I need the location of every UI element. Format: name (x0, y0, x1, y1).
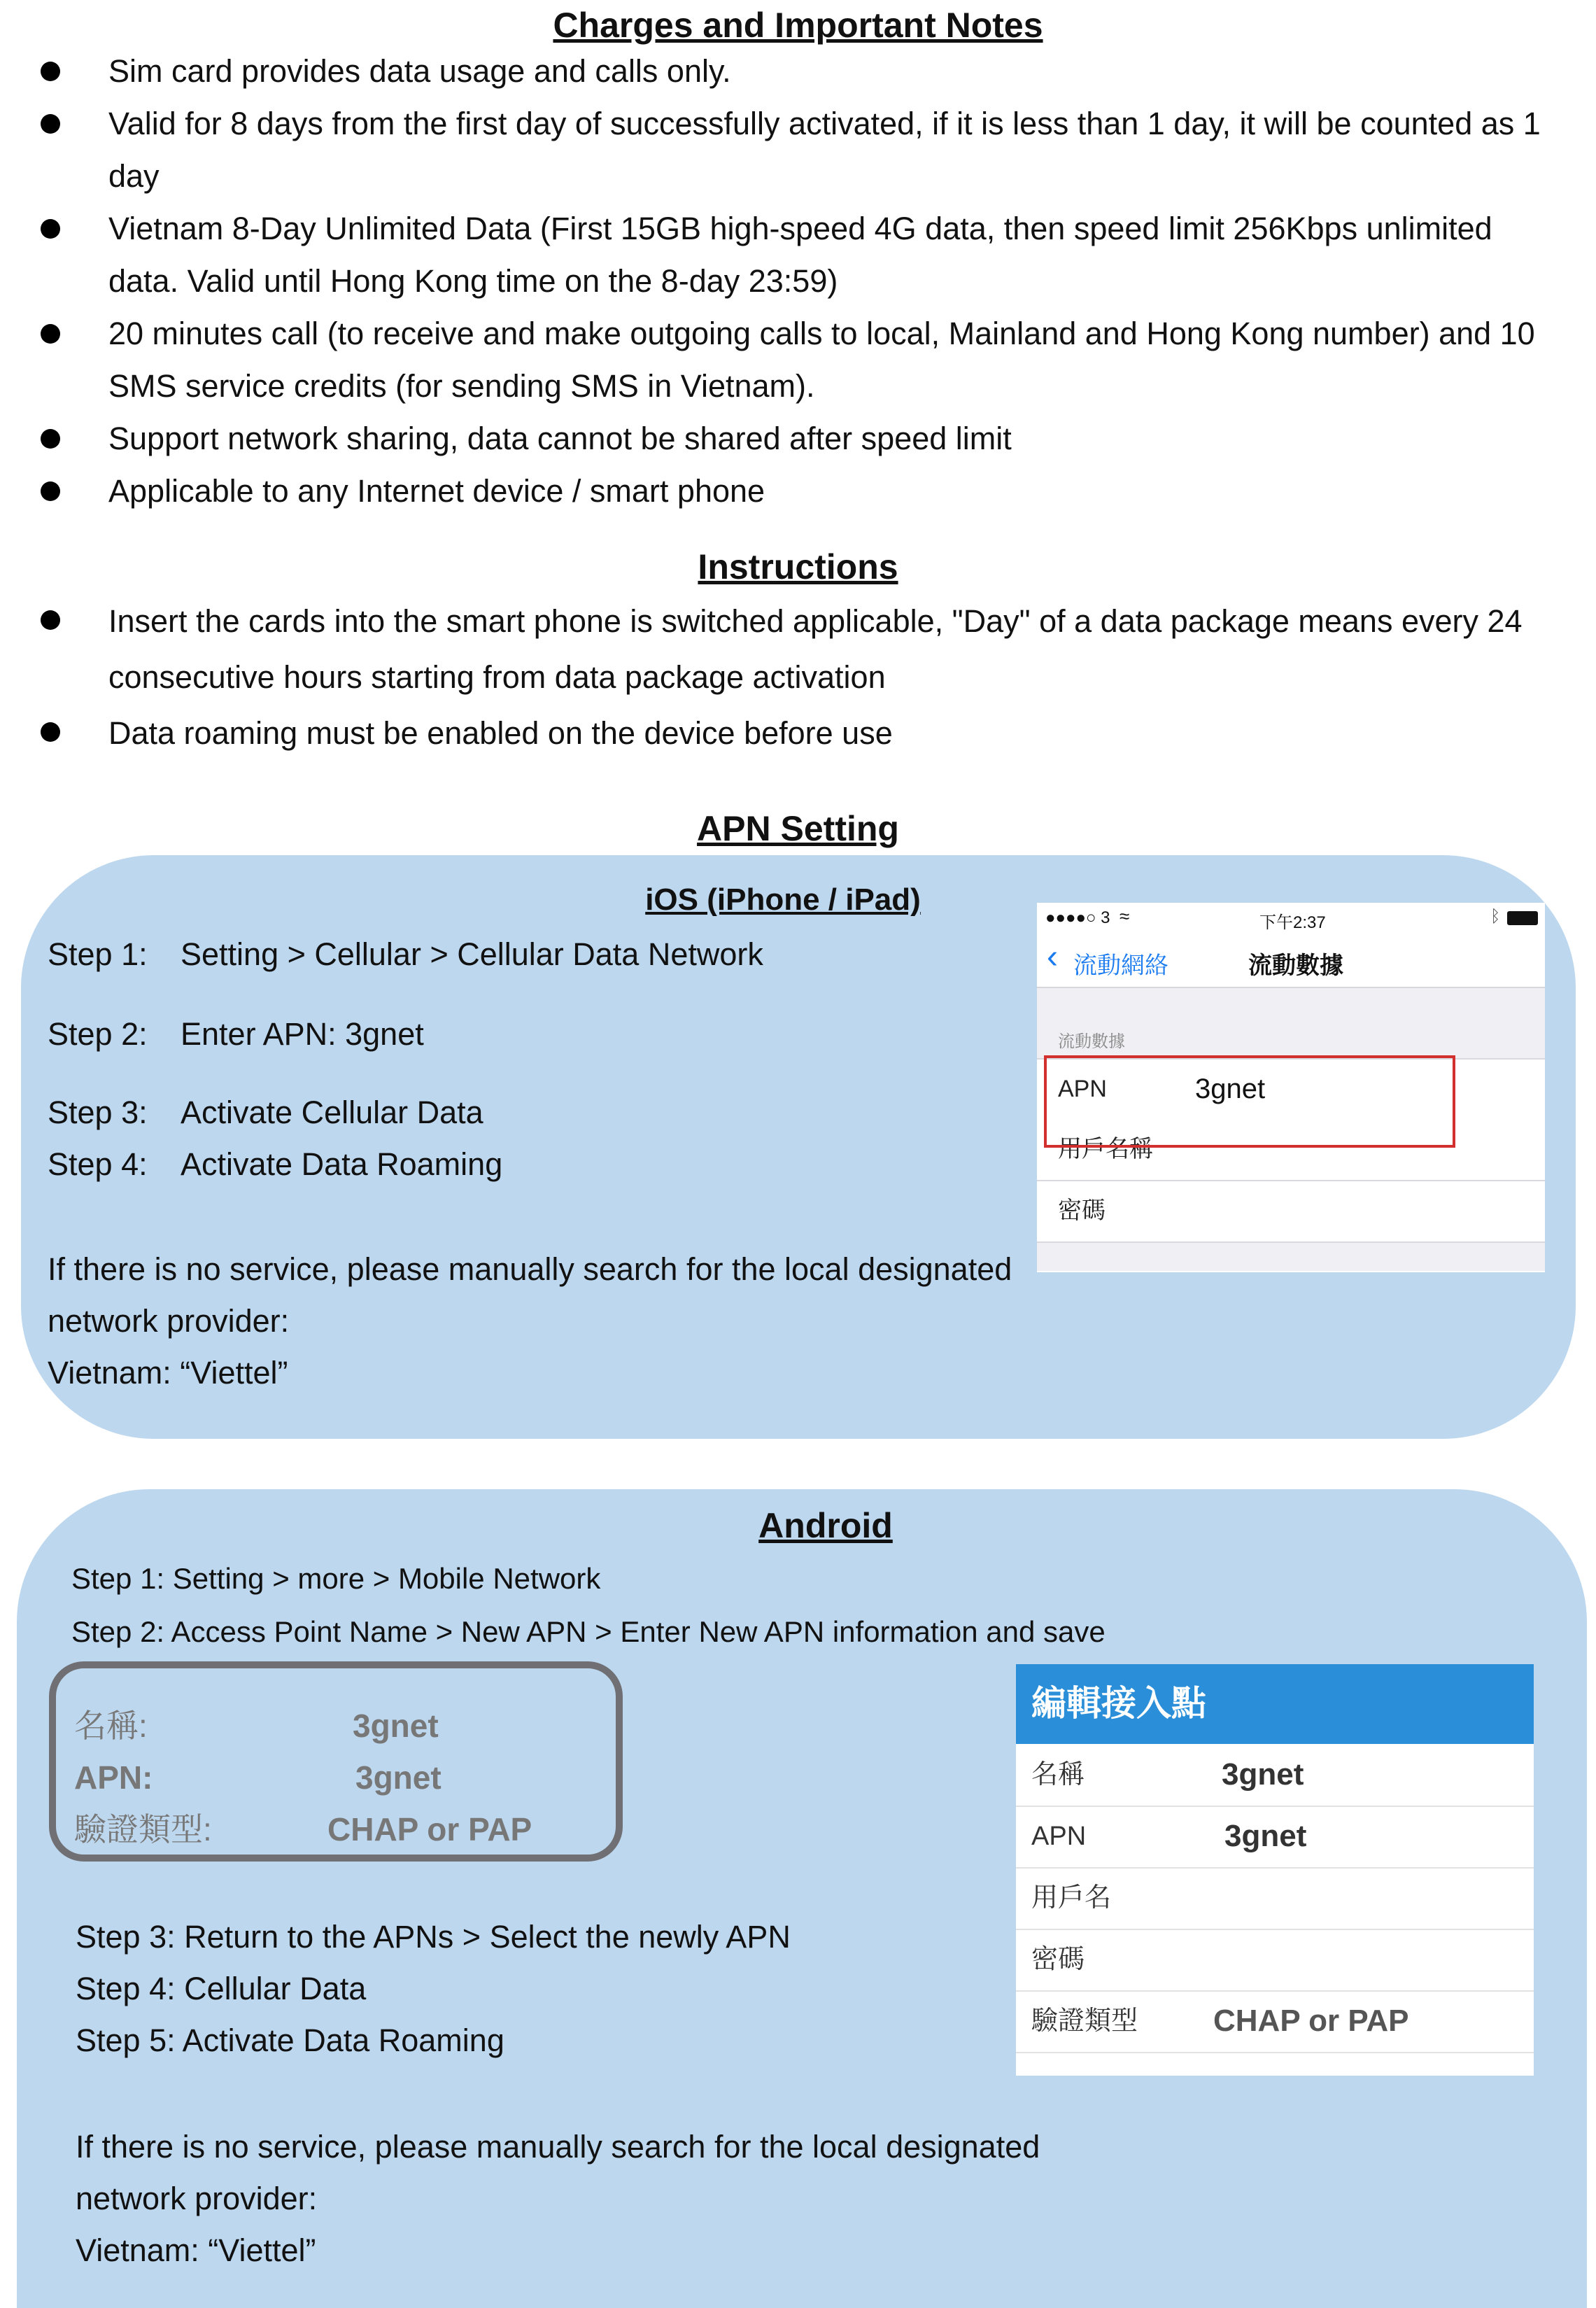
back-chevron-icon[interactable]: ‹ (1047, 938, 1058, 976)
ios-note-line-1: If there is no service, please manually search for the local designated (48, 1251, 1012, 1287)
step-text: Activate Data Roaming (181, 1146, 503, 1182)
row-label: 密碼 (1031, 1945, 1085, 1974)
row-label: 用戶名 (1031, 1883, 1112, 1913)
instructions-title: Instructions (698, 547, 898, 586)
password-row[interactable] (1037, 1181, 1545, 1243)
ios-nav-bar (1037, 931, 1545, 988)
password-row-label: 密碼 (1058, 1197, 1106, 1224)
android-note-line-1: If there is no service, please manually search for the local designated (76, 2129, 1040, 2165)
cred-auth-label: 驗證類型: (74, 1811, 212, 1848)
section-header: 流動數據 (1058, 1032, 1125, 1051)
ios-note-line-2: network provider: (48, 1303, 290, 1339)
row-value: CHAP or PAP (1213, 2004, 1409, 2038)
status-bar (1037, 903, 1545, 931)
android-password-row[interactable] (1016, 1929, 1534, 1992)
apn-title: APN Setting (697, 809, 899, 848)
list-item: Valid for 8 days from the first day of successfully activated, if it is less than 1 day, it will be counted as 1 day (0, 97, 1596, 202)
apn-row-value: 3gnet (1195, 1074, 1266, 1104)
ios-step-4 (48, 1144, 502, 1185)
ios-screenshot (1037, 903, 1545, 1272)
android-screenshot (1016, 1664, 1534, 2076)
list-item: Insert the cards into the smart phone is switched applicable, "Day" of a data package means every 24 consecutive hours starting from data package activation (0, 593, 1596, 705)
instructions-list (0, 593, 1596, 761)
row-label: 名稱 (1031, 1760, 1085, 1789)
android-name-row[interactable] (1016, 1744, 1534, 1807)
row-value: 3gnet (1222, 1757, 1304, 1792)
status-time: 下午2:37 (1259, 913, 1326, 932)
android-note-line-2: network provider: (76, 2181, 318, 2216)
step-text: Activate Cellular Data (181, 1095, 483, 1130)
ios-step-3 (48, 1092, 483, 1134)
android-note-line-3: Vietnam: “Viettel” (76, 2232, 316, 2268)
signal-indicator: ●●●●○ 3 (1045, 908, 1110, 927)
step-label: Step 2: (48, 1016, 148, 1052)
android-step-3: Step 3: Return to the APNs > Select the newly APN (76, 1919, 791, 1955)
row-value: 3gnet (1224, 1819, 1307, 1853)
list-item: Vietnam 8-Day Unlimited Data (First 15GB high-speed 4G data, then speed limit 256Kbps unlimited data. Valid until Hong Kong time on the 8-day 23:59) (0, 202, 1596, 307)
apn-row-label: APN (1058, 1076, 1107, 1102)
cred-apn-value: 3gnet (355, 1759, 442, 1796)
ios-step-2 (48, 1013, 424, 1055)
android-username-row[interactable] (1016, 1867, 1534, 1930)
ios-note-line-3: Vietnam: “Viettel” (48, 1355, 288, 1391)
nav-title: 流動數據 (1248, 952, 1343, 979)
row-label: APN (1031, 1822, 1087, 1851)
step-text: Setting > Cellular > Cellular Data Network (181, 936, 763, 972)
cred-auth-value: CHAP or PAP (327, 1811, 532, 1848)
bluetooth-icon: ᛒ (1490, 907, 1501, 926)
cred-name-value: 3gnet (353, 1708, 439, 1744)
highlight-box (1044, 1055, 1455, 1148)
android-header (1016, 1664, 1534, 1744)
cred-name-label: 名稱: (74, 1708, 148, 1744)
android-auth-row[interactable] (1016, 1990, 1534, 2053)
android-title: Android (758, 1506, 893, 1545)
list-item: Data roaming must be enabled on the device before use (0, 705, 1596, 761)
step-label: Step 3: (48, 1095, 148, 1130)
battery-icon (1507, 911, 1538, 925)
android-step-5: Step 5: Activate Data Roaming (76, 2022, 504, 2058)
ios-title: iOS (iPhone / iPad) (645, 882, 921, 917)
charges-list (0, 45, 1596, 517)
list-item: Applicable to any Internet device / smart phone (0, 465, 1596, 517)
android-apn-row[interactable] (1016, 1806, 1534, 1869)
cred-apn-label: APN: (74, 1759, 153, 1796)
list-item: 20 minutes call (to receive and make outgoing calls to local, Mainland and Hong Kong number) and 10 SMS service credits (for sending SMS in Vietnam). (0, 307, 1596, 412)
step-label: Step 4: (48, 1146, 148, 1182)
android-screen-title: 編輯接入點 (1031, 1684, 1206, 1723)
step-text: Enter APN: 3gnet (181, 1016, 424, 1052)
list-item: Support network sharing, data cannot be shared after speed limit (0, 412, 1596, 465)
android-step-1: Step 1: Setting > more > Mobile Network (71, 1562, 601, 1595)
list-item: Sim card provides data usage and calls only. (0, 45, 1596, 97)
charges-title: Charges and Important Notes (553, 6, 1043, 45)
step-label: Step 1: (48, 936, 148, 972)
back-button[interactable]: 流動網絡 (1073, 952, 1168, 979)
wifi-icon: ≈ (1120, 906, 1130, 927)
username-row-label: 用戶名稱 (1058, 1136, 1153, 1162)
ios-step-1 (48, 934, 763, 976)
android-step-2: Step 2: Access Point Name > New APN > Enter New APN information and save (71, 1615, 1106, 1648)
row-label: 驗證類型 (1031, 2006, 1138, 2036)
android-step-4: Step 4: Cellular Data (76, 1971, 367, 2006)
